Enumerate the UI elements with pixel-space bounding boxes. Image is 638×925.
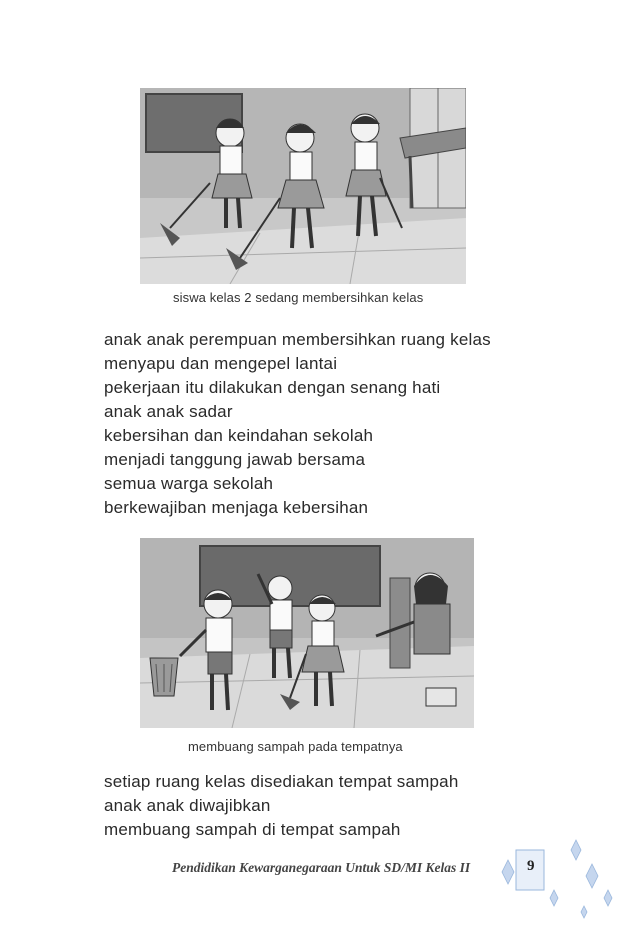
poem-line: anak anak perempuan membersihkan ruang kelas: [104, 330, 491, 349]
illustration-throwing-rubbish: [140, 538, 474, 728]
poem-line: anak anak diwajibkan: [104, 796, 271, 815]
page-number: 9: [527, 858, 535, 874]
illustration-cleaning-classroom-drawing: [140, 88, 466, 284]
illustration-throwing-rubbish-drawing: [140, 538, 474, 728]
sparkle-decoration-drawing: [488, 820, 638, 920]
poem-line: kebersihan dan keindahan sekolah: [104, 426, 374, 445]
poem-stanza-2: [104, 770, 458, 842]
poem-line: menjadi tanggung jawab bersama: [104, 450, 366, 469]
illustration-cleaning-classroom: [140, 88, 466, 284]
poem-line: semua warga sekolah: [104, 474, 274, 493]
caption-bottom-figure: membuang sampah pada tempatnya: [188, 739, 403, 754]
poem-line: pekerjaan itu dilakukan dengan senang hati: [104, 378, 441, 397]
poem-line: setiap ruang kelas disediakan tempat sampah: [104, 772, 459, 791]
poem-line: anak anak sadar: [104, 402, 233, 421]
poem-line: menyapu dan mengepel lantai: [104, 354, 338, 373]
footer-book-title: Pendidikan Kewarganegaraan Untuk SD/MI Kelas II: [172, 860, 471, 875]
poem-stanza-1: [104, 328, 491, 520]
poem-line: berkewajiban menjaga kebersihan: [104, 498, 369, 517]
sparkle-decoration: [488, 820, 638, 925]
poem-line: membuang sampah di tempat sampah: [104, 820, 401, 839]
caption-top-figure: siswa kelas 2 sedang membersihkan kelas: [173, 290, 424, 305]
